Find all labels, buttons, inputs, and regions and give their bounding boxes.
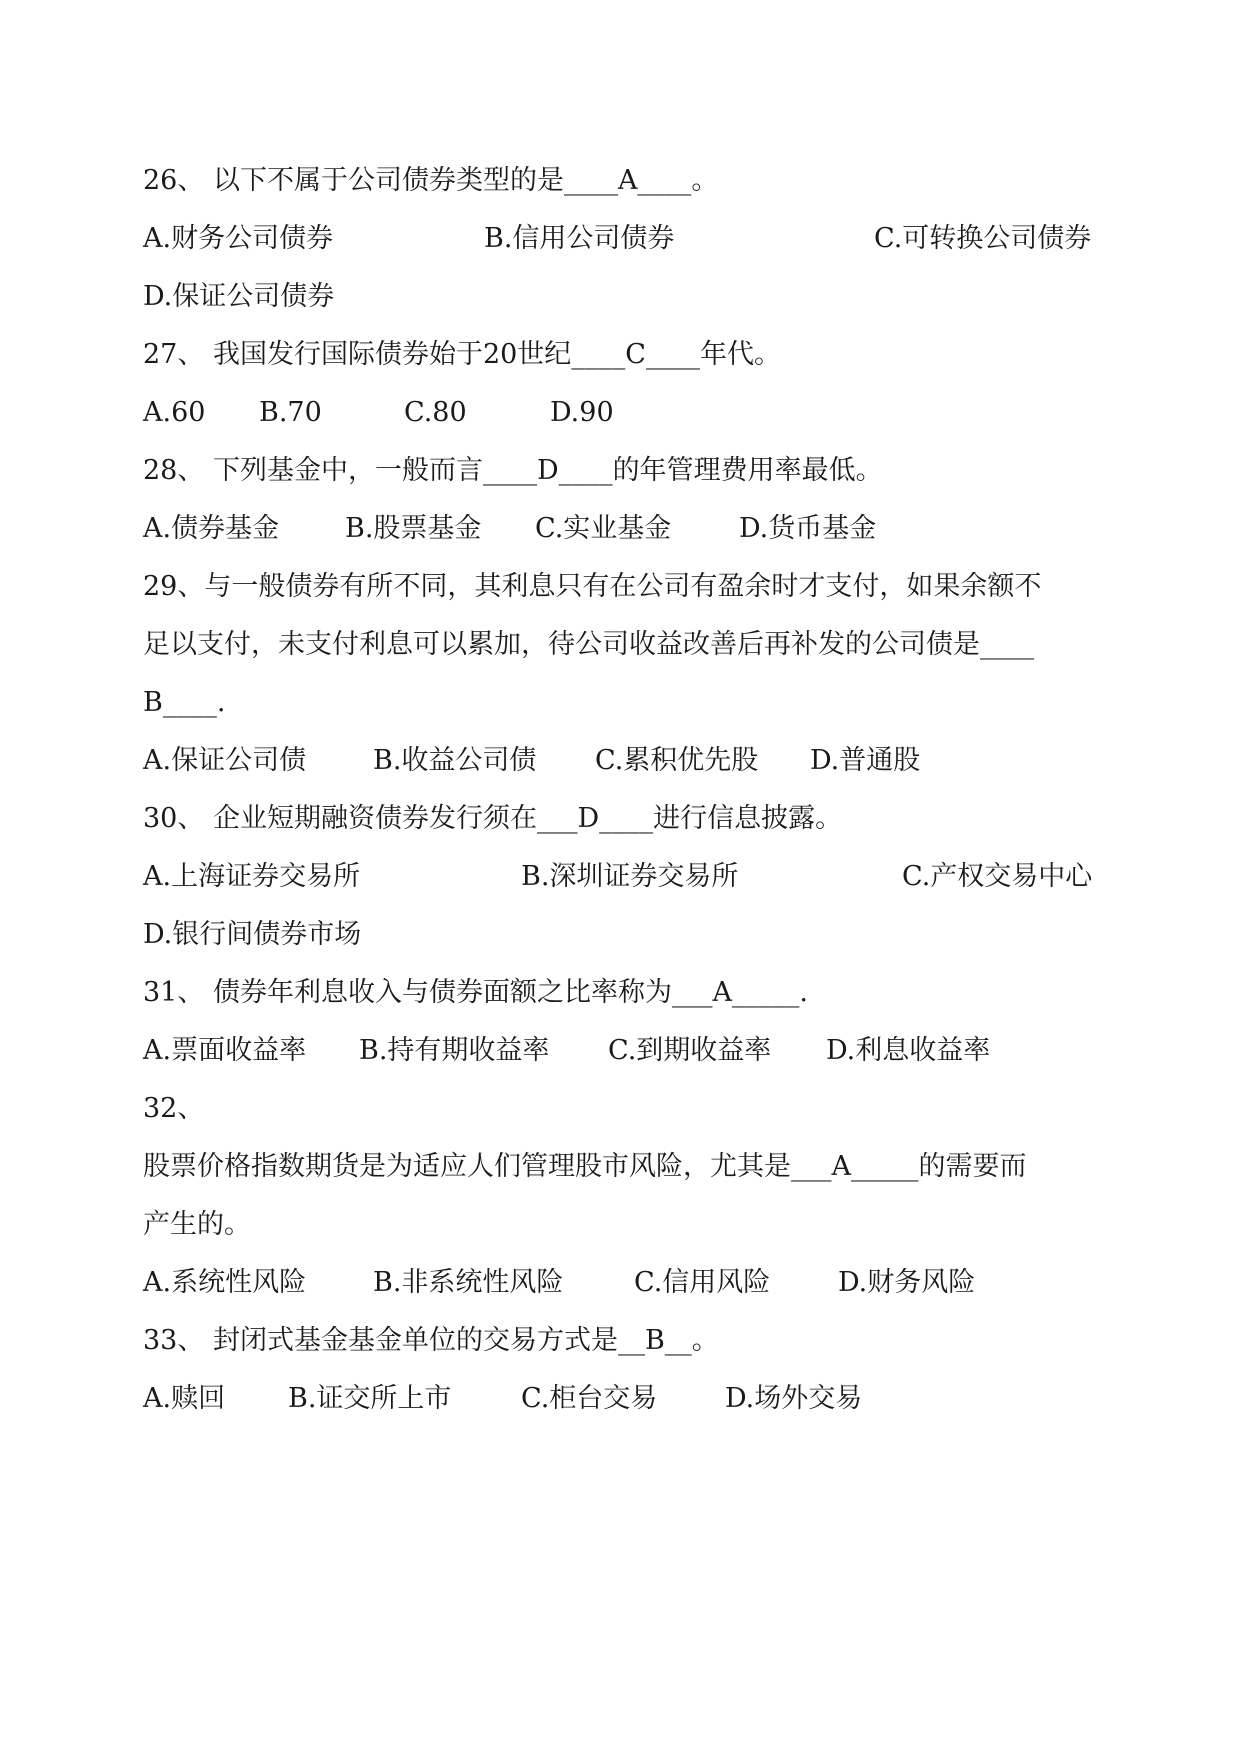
question-28-option-d: D.货币基金 xyxy=(739,513,877,544)
question-32-number: 32、 xyxy=(143,1093,205,1124)
question-26-stem: 26、 以下不属于公司债券类型的是____A____。 xyxy=(143,165,719,196)
question-33-option-b: B.证交所上市 xyxy=(288,1383,452,1414)
question-29-option-a: A.保证公司债 xyxy=(143,745,307,776)
question-29-option-c: C.累积优先股 xyxy=(595,745,759,776)
question-26-option-b: B.信用公司债券 xyxy=(484,223,675,254)
question-27-option-b: B.70 xyxy=(259,397,322,428)
question-31-option-a: A.票面收益率 xyxy=(143,1035,307,1066)
question-33-stem: 33、 封闭式基金基金单位的交易方式是__B__。 xyxy=(143,1325,719,1356)
question-30-option-b: B.深圳证券交易所 xyxy=(521,861,739,892)
question-28-option-b: B.股票基金 xyxy=(345,513,482,544)
question-32-option-d: D.财务风险 xyxy=(838,1267,976,1298)
question-32-option-c: C.信用风险 xyxy=(634,1267,771,1298)
question-30-option-d: D.银行间债券市场 xyxy=(143,919,362,950)
question-32-option-b: B.非系统性风险 xyxy=(373,1267,564,1298)
question-31-option-c: C.到期收益率 xyxy=(608,1035,772,1066)
question-27-option-a: A.60 xyxy=(143,397,206,428)
question-29-stem-line-2: 足以支付，未支付利息可以累加，待公司收益改善后再补发的公司债是____ xyxy=(143,629,1034,660)
question-32-option-a: A.系统性风险 xyxy=(143,1267,307,1298)
question-26-option-d: D.保证公司债券 xyxy=(143,281,335,312)
question-28-option-c: C.实业基金 xyxy=(535,513,672,544)
question-28-option-a: A.债券基金 xyxy=(143,513,280,544)
question-30-option-c: C.产权交易中心 xyxy=(902,861,1093,892)
question-27-option-c: C.80 xyxy=(404,397,467,428)
question-26-option-a: A.财务公司债券 xyxy=(143,223,334,254)
question-33-option-a: A.赎回 xyxy=(143,1383,226,1414)
question-31-option-d: D.利息收益率 xyxy=(826,1035,991,1066)
question-29-stem-line-3: B____. xyxy=(143,687,226,718)
question-29-option-d: D.普通股 xyxy=(810,745,921,776)
question-32-stem-line-2: 产生的。 xyxy=(143,1209,251,1240)
question-30-stem: 30、 企业短期融资债券发行须在___D____进行信息披露。 xyxy=(143,803,843,834)
question-31-stem: 31、 债券年利息收入与债券面额之比率称为___A_____. xyxy=(143,977,809,1008)
question-26-option-c: C.可转换公司债券 xyxy=(874,223,1092,254)
question-29-stem-line-1: 29、与一般债券有所不同，其利息只有在公司有盈余时才支付，如果余额不 xyxy=(143,571,1042,602)
question-33-option-d: D.场外交易 xyxy=(725,1383,863,1414)
question-31-option-b: B.持有期收益率 xyxy=(359,1035,550,1066)
question-29-option-b: B.收益公司债 xyxy=(373,745,537,776)
question-33-option-c: C.柜台交易 xyxy=(521,1383,658,1414)
question-30-option-a: A.上海证券交易所 xyxy=(143,861,361,892)
question-32-stem-line-1: 股票价格指数期货是为适应人们管理股市风险，尤其是___A_____的需要而 xyxy=(143,1151,1027,1182)
question-27-stem: 27、 我国发行国际债券始于20世纪____C____年代。 xyxy=(143,339,781,370)
question-28-stem: 28、 下列基金中，一般而言____D____的年管理费用率最低。 xyxy=(143,455,883,486)
question-27-option-d: D.90 xyxy=(550,397,614,428)
